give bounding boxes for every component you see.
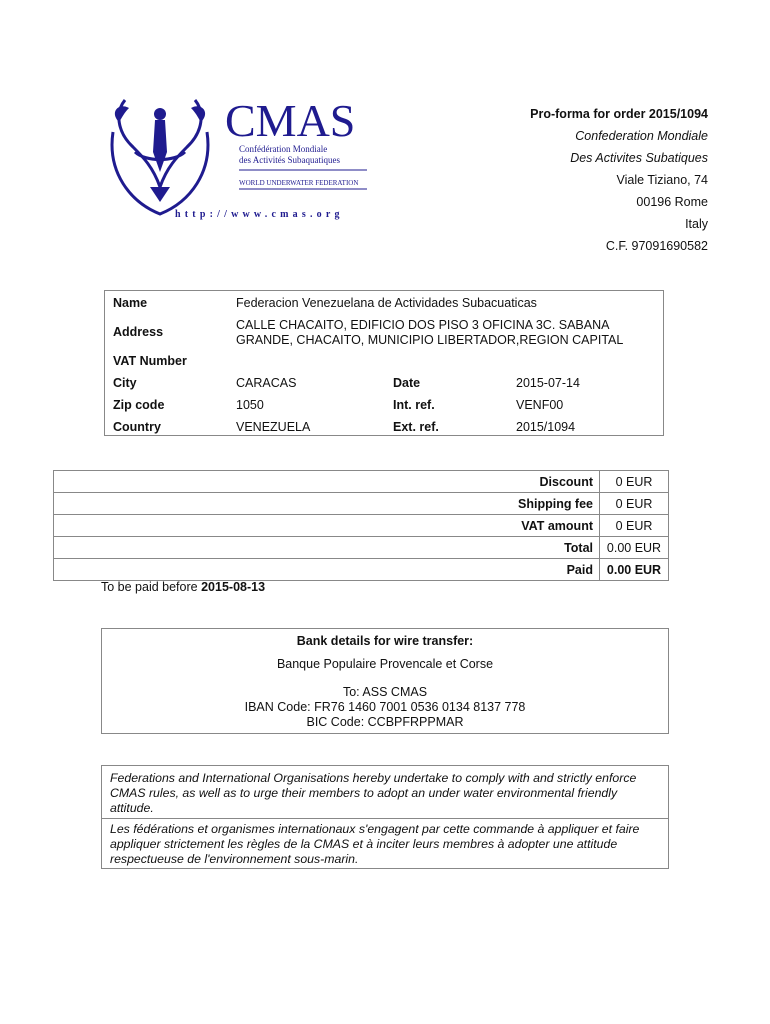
- org-tax-code: C.F. 97091690582: [605, 239, 708, 253]
- zip-value: 1050: [236, 398, 264, 412]
- order-title: Pro-forma for order 2015/1094: [530, 107, 708, 121]
- bank-title: Bank details for wire transfer:: [296, 634, 474, 648]
- city-value: CARACAS: [236, 376, 297, 390]
- vat-label: VAT Number: [113, 354, 187, 368]
- discount-value: 0 EUR: [600, 471, 669, 493]
- divider: [102, 818, 668, 819]
- mermaid-emblem-icon: [105, 92, 370, 222]
- date-label: Date: [393, 376, 421, 390]
- org-street: Viale Tiziano, 74: [616, 173, 708, 187]
- zip-label: Zip code: [113, 398, 165, 412]
- ext-ref-value: 2015/1094: [516, 420, 576, 434]
- table-row: [54, 515, 669, 537]
- commitment-french: Les fédérations et organismes internationaux s'engagent par cette commande à appliquer et faire appliquer strictement les règles de la CMAS et à inciter leurs membres à adopter une attitude respectueuse de l'environnement sous-marin.: [110, 822, 640, 866]
- logo-line1: Confédération Mondiale: [239, 144, 328, 154]
- country-value: VENEZUELA: [236, 420, 311, 434]
- org-line2: Des Activites Subatiques: [570, 151, 708, 165]
- payment-due: [101, 580, 265, 594]
- ext-ref-label: Ext. ref.: [393, 420, 439, 434]
- int-ref-label: Int. ref.: [393, 398, 435, 412]
- bank-bic: BIC Code: CCBPFRPPMAR: [306, 715, 464, 729]
- shipping-fee-label: Shipping fee: [54, 493, 600, 515]
- logo-title: CMAS: [225, 95, 356, 146]
- name-label: Name: [113, 296, 148, 310]
- table-row: [54, 537, 669, 559]
- date-value: 2015-07-14: [516, 376, 580, 390]
- address-label: Address: [113, 325, 164, 339]
- bank-details: [101, 628, 669, 734]
- due-prefix: To be paid before: [101, 580, 198, 594]
- org-line1: Confederation Mondiale: [575, 129, 708, 143]
- commitment-box: [101, 765, 669, 869]
- org-country: Italy: [685, 217, 708, 231]
- logo-line2: des Activités Subaquatiques: [239, 155, 340, 165]
- paid-value: 0.00 EUR: [600, 559, 669, 581]
- logo-line3: WORLD UNDERWATER FEDERATION: [239, 179, 359, 187]
- address-line1: CALLE CHACAITO, EDIFICIO DOS PISO 3 OFICINA 3C. SABANA: [236, 318, 610, 332]
- shipping-fee-value: 0 EUR: [600, 493, 669, 515]
- org-postcode-city: 00196 Rome: [636, 195, 708, 209]
- total-label: Total: [54, 537, 600, 559]
- bank-iban: IBAN Code: FR76 1460 7001 0536 0134 8137 778: [244, 700, 526, 714]
- name-value: Federacion Venezuelana de Actividades Subacuaticas: [236, 296, 537, 310]
- city-label: City: [113, 376, 137, 390]
- country-label: Country: [113, 420, 161, 434]
- vat-amount-value: 0 EUR: [600, 515, 669, 537]
- totals-table: [53, 470, 669, 581]
- due-date: 2015-08-13: [201, 580, 266, 594]
- discount-label: Discount: [54, 471, 600, 493]
- total-value: 0.00 EUR: [600, 537, 669, 559]
- address-line2: GRANDE, CHACAITO, MUNICIPIO LIBERTADOR,REGION CAPITAL: [236, 333, 624, 347]
- int-ref-value: VENF00: [516, 398, 564, 412]
- logo-url: http://www.cmas.org: [175, 209, 344, 220]
- table-row: [54, 493, 669, 515]
- table-row: [54, 471, 669, 493]
- table-row: [54, 559, 669, 581]
- cmas-logo: [105, 92, 370, 222]
- vat-amount-label: VAT amount: [54, 515, 600, 537]
- customer-details: [104, 290, 664, 436]
- sender-header: [530, 103, 708, 257]
- bank-recipient: To: ASS CMAS: [342, 685, 428, 699]
- paid-label: Paid: [54, 559, 600, 581]
- commitment-english: Federations and International Organisations hereby undertake to comply with and strictly enforce CMAS rules, as well as to urge their members to adopt an under water environmental friendly attitude.: [110, 771, 637, 815]
- bank-name: Banque Populaire Provencale et Corse: [276, 657, 494, 671]
